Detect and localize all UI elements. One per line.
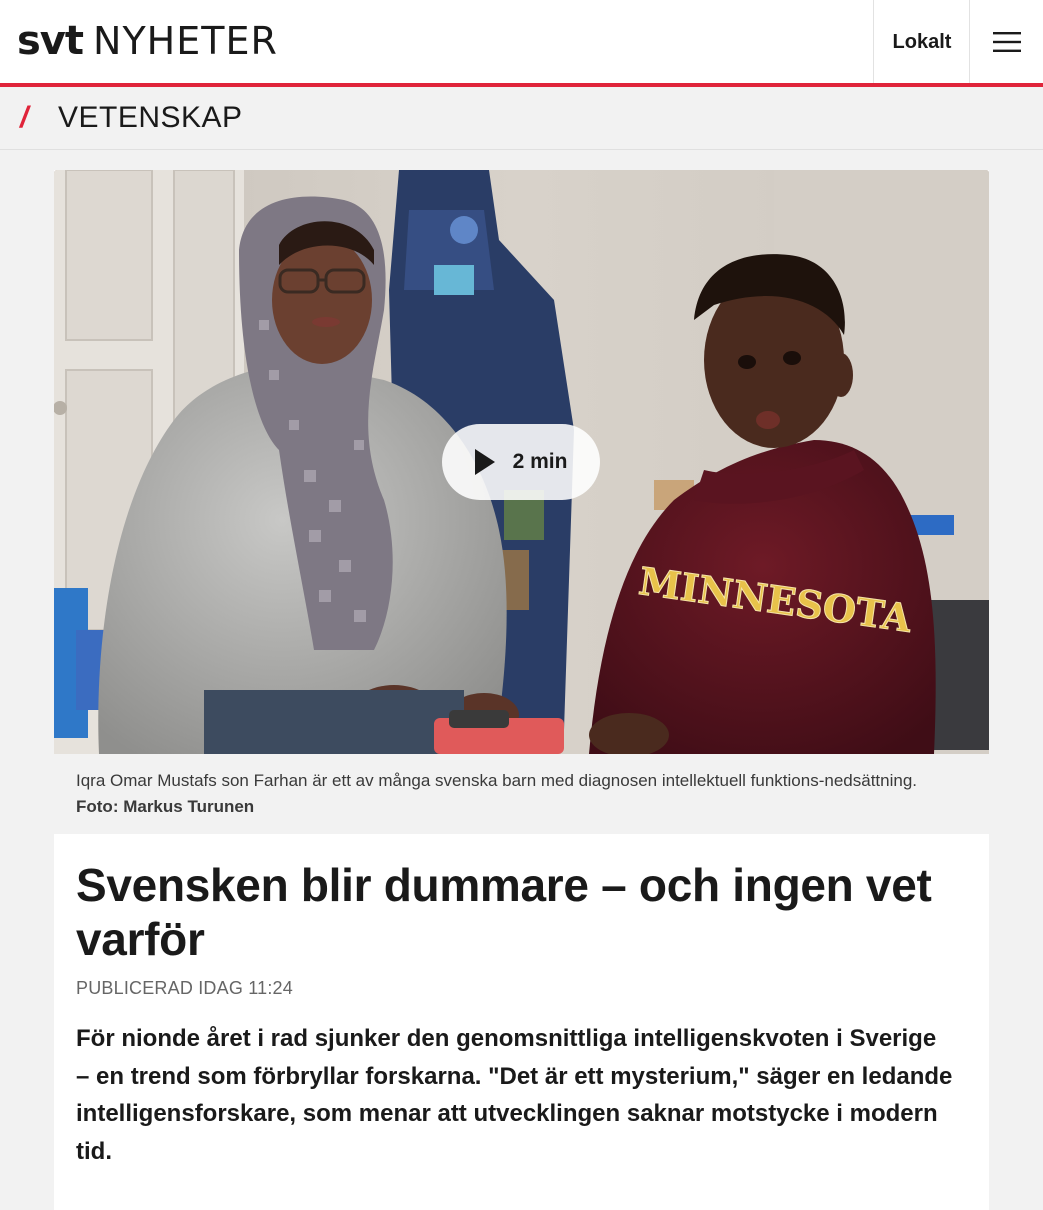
section-label-vetenskap[interactable]: VETENSKAP [58,101,243,134]
image-caption-box [54,754,989,834]
lokalt-button[interactable]: Lokalt [873,0,970,84]
menu-button[interactable] [969,0,1043,84]
play-video-button[interactable] [442,424,600,500]
section-bar [0,87,1043,150]
video-duration: 2 min [512,450,568,473]
caption-photo-credit: Foto: Markus Turunen [76,797,255,816]
article-lead: För nionde året i rad sjunker den genomsnittliga intelligenskvoten i Sverige – en trend som förbryllar forskarna. "Det är ett mysterium," säger en ledande intelligensforskare, som menar att utvecklingen saknar motstycke i modern tid. [76,1025,953,1165]
svt-nyheter-logo[interactable] [17,18,278,64]
site-header [0,0,1043,84]
logo-svt-text: svt [17,18,84,64]
image-caption [76,768,956,820]
section-slash: / [20,101,29,134]
caption-text: Iqra Omar Mustafs son Farhan är ett av många svenska barn med diagnosen intellektuell funktions-nedsättning. [76,771,918,790]
hoodie-text: MINNESOTA [636,558,915,641]
logo-nyheter-text: NYHETER [93,19,278,63]
article-card [54,170,989,1210]
publish-timestamp: PUBLICERAD IDAG 11:24 [76,978,293,998]
video-thumbnail[interactable] [54,170,989,754]
play-icon [475,449,495,475]
article-headline: Svensken blir dummare – och ingen vet varför [76,859,932,965]
hamburger-menu-icon [993,31,1021,53]
